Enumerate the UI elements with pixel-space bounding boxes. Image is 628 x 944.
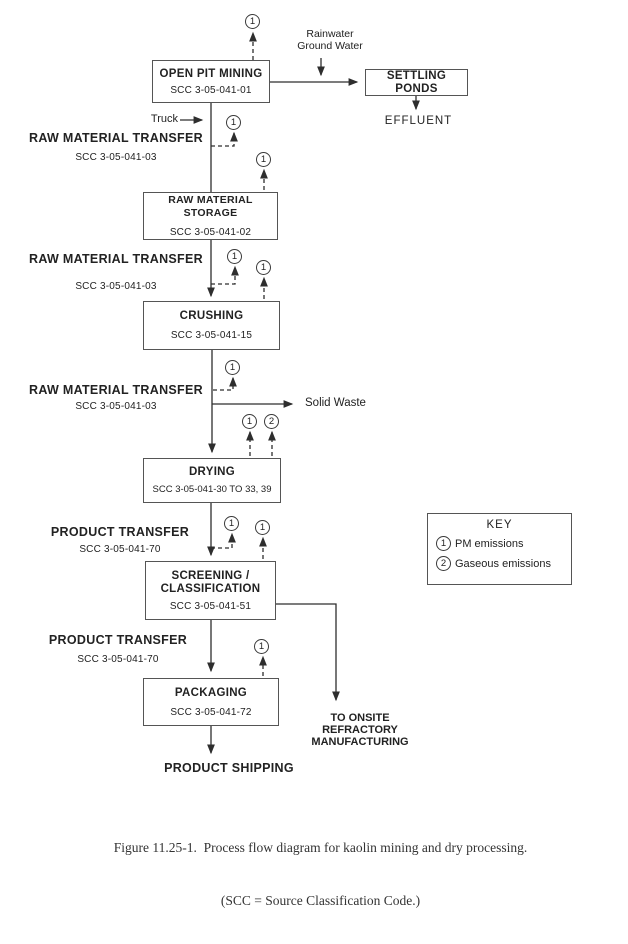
caption-line1: Figure 11.25-1. Process flow diagram for kaolin mining and dry processing. <box>113 840 528 855</box>
product-shipping-label: PRODUCT SHIPPING <box>164 761 294 775</box>
pm-emission-marker-crushing <box>256 260 271 275</box>
pm-emission-marker-transfer2 <box>227 249 242 264</box>
box-scc-code: SCC 3-05-041-30 TO 33, 39 <box>152 484 272 495</box>
transfer-title: PRODUCT TRANSFER <box>50 525 190 539</box>
key-item-pm-emissions <box>428 536 571 551</box>
solid-waste-label: Solid Waste <box>305 397 366 409</box>
box-scc-code: SCC 3-05-041-01 <box>170 84 252 96</box>
process-box-crushing <box>143 301 280 350</box>
key-item-label: PM emissions <box>455 537 524 550</box>
box-title-line1: SCREENING / <box>171 569 250 582</box>
marker-number: 1 <box>229 361 236 373</box>
box-title: DRYING <box>188 466 236 478</box>
key-legend <box>427 513 572 585</box>
process-box-settling-ponds <box>365 69 468 96</box>
raw-material-transfer-label-1 <box>28 132 204 163</box>
pm-emission-key-marker <box>436 536 451 551</box>
box-title: OPEN PIT MINING <box>159 67 263 80</box>
to-onsite-refractory-label <box>308 712 412 748</box>
transfer-scc: SCC 3-05-041-03 <box>75 401 157 412</box>
process-box-drying <box>143 458 281 503</box>
box-scc-code: SCC 3-05-041-72 <box>170 706 252 718</box>
rainwater-label: Rainwater <box>306 28 354 40</box>
truck-label: Truck <box>150 113 178 125</box>
marker-number: 1 <box>260 153 267 165</box>
pm-emission-marker-drying <box>242 414 257 429</box>
marker-number: 1 <box>228 517 235 529</box>
marker-number: 2 <box>268 415 275 427</box>
box-title: PACKAGING <box>174 686 248 699</box>
box-scc-code: SCC 3-05-041-15 <box>170 330 253 341</box>
box-scc-code: SCC 3-05-041-51 <box>169 600 252 612</box>
dashed-arrow-transfer1-pm <box>211 133 234 146</box>
product-transfer-label-1 <box>40 526 200 555</box>
arrow-screening-to-refractory <box>276 604 336 700</box>
pm-emission-marker-packaging <box>254 639 269 654</box>
process-box-open-pit-mining <box>152 60 270 103</box>
caption-line2: (SCC = Source Classification Code.) <box>220 892 421 908</box>
process-box-screening-classification <box>145 561 276 620</box>
transfer-title: PRODUCT TRANSFER <box>48 633 188 647</box>
dashed-arrow-transfer3-pm <box>213 378 233 390</box>
figure-caption <box>0 804 628 944</box>
process-box-raw-material-storage <box>143 192 278 240</box>
transfer-scc: SCC 3-05-041-03 <box>75 281 157 292</box>
marker-number: 1 <box>259 521 266 533</box>
pm-emission-marker-transfer4 <box>224 516 239 531</box>
transfer-scc: SCC 3-05-041-03 <box>75 152 157 163</box>
marker-number: 1 <box>246 415 253 427</box>
pm-emission-marker-open-pit <box>245 14 260 29</box>
marker-number: 2 <box>440 558 447 569</box>
marker-number: 1 <box>260 261 267 273</box>
gaseous-emission-marker-drying <box>264 414 279 429</box>
transfer-title: RAW MATERIAL TRANSFER <box>29 383 203 397</box>
raw-material-transfer-label-3 <box>28 384 204 412</box>
to-onsite-line3: MANUFACTURING <box>311 736 409 748</box>
key-item-gaseous-emissions <box>428 556 571 571</box>
box-title: CRUSHING <box>179 310 244 322</box>
pm-emission-marker-transfer3 <box>225 360 240 375</box>
dashed-arrow-transfer4-pm <box>211 534 232 548</box>
effluent-label: EFFLUENT <box>384 115 453 127</box>
pm-emission-marker-storage <box>256 152 271 167</box>
transfer-title: RAW MATERIAL TRANSFER <box>29 131 203 145</box>
marker-number: 1 <box>440 538 447 549</box>
rainwater-groundwater-label <box>283 28 377 52</box>
marker-number: 1 <box>231 250 238 262</box>
box-title: SETTLING PONDS <box>386 69 447 95</box>
marker-number: 1 <box>230 116 237 128</box>
marker-number: 1 <box>249 15 256 27</box>
raw-material-transfer-label-2 <box>28 253 204 292</box>
key-title: KEY <box>486 519 513 531</box>
to-onsite-line1: TO ONSITE <box>330 712 390 724</box>
transfer-scc: SCC 3-05-041-70 <box>79 544 161 555</box>
box-scc-code: SCC 3-05-041-02 <box>169 227 252 238</box>
ground-water-label: Ground Water <box>297 40 363 52</box>
marker-number: 1 <box>258 640 265 652</box>
box-title-line2: CLASSIFICATION <box>160 582 261 595</box>
product-transfer-label-2 <box>38 634 198 665</box>
box-title: RAW MATERIAL STORAGE <box>168 194 253 219</box>
pm-emission-marker-transfer1 <box>226 115 241 130</box>
transfer-title: RAW MATERIAL TRANSFER <box>29 252 203 266</box>
process-box-packaging <box>143 678 279 726</box>
pm-emission-marker-screening <box>255 520 270 535</box>
key-item-label: Gaseous emissions <box>455 557 551 570</box>
dashed-arrow-transfer2-pm <box>211 267 235 284</box>
transfer-scc: SCC 3-05-041-70 <box>77 654 159 665</box>
to-onsite-line2: REFRACTORY <box>322 724 398 736</box>
gaseous-emission-key-marker <box>436 556 451 571</box>
